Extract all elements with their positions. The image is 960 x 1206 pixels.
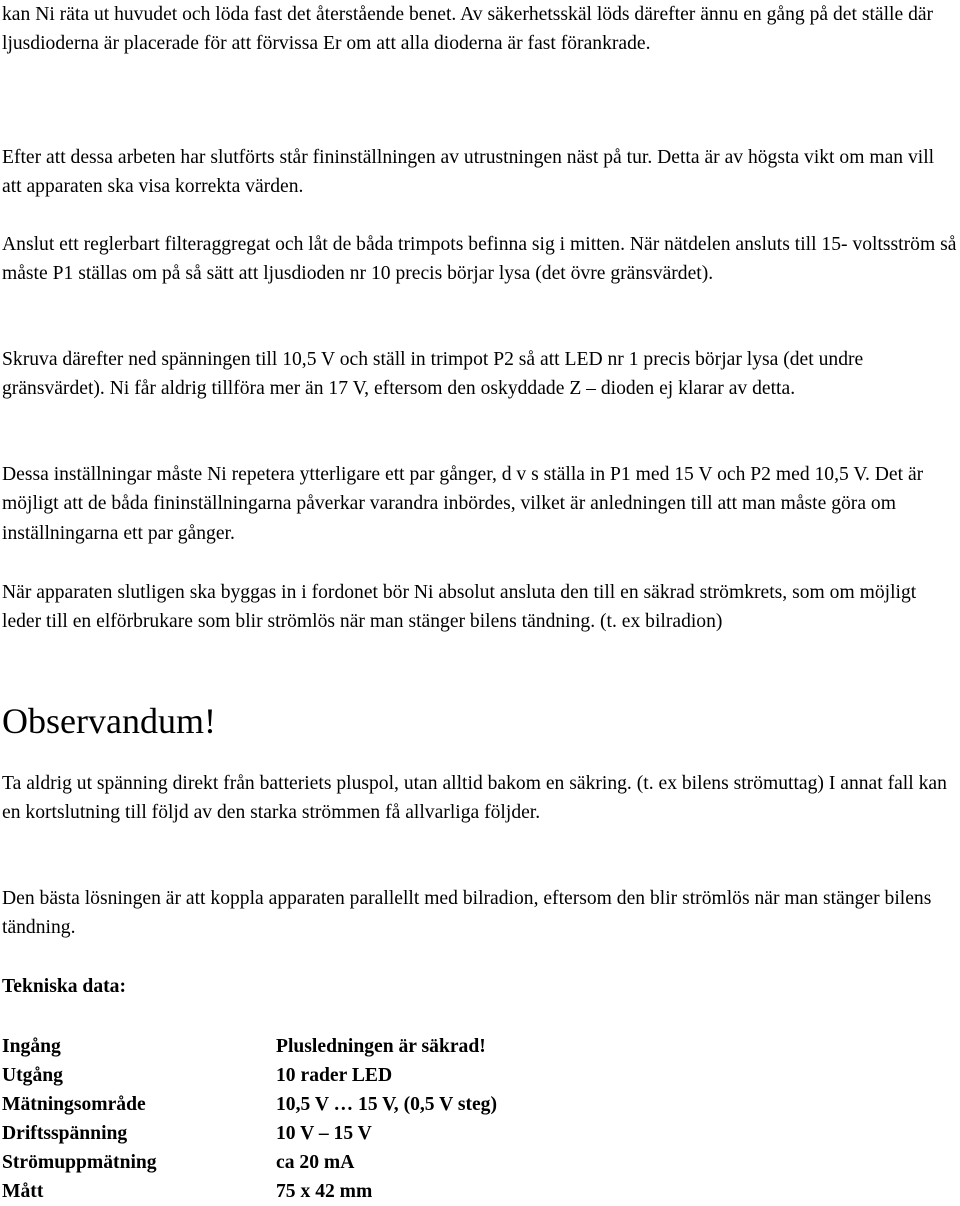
paragraph-installation: När apparaten slutligen ska byggas in i fordonet bör Ni absolut ansluta den till en säkrad strömkrets, som om möjligt leder till en elförbrukare som blir strömlös när man stänger bilens tändning. (t. ex bilradion) [2,582,917,633]
paragraph-upper-limit: Anslut ett reglerbart filteraggregat och låt de båda trimpots befinna sig i mitten. När nätdelen ansluts till 15- voltsström så måste P1 ställas om på så sätt att ljusdioden nr 10 precis börjar lysa (det övre gränsvärdet). [2,234,957,285]
spec-row-output [2,1061,958,1090]
spec-row-input [2,1032,958,1061]
paragraph-soldering: kan Ni räta ut huvudet och löda fast det återstående benet. Av säkerhetsskäl löds därefter ännu en gång på det ställe där ljusdioderna är placerade för att förvissa Er om att alla dioderna är fast förankrade. [2,4,934,55]
spec-value: 10 rader LED [276,1065,393,1086]
spec-row-current [2,1148,958,1177]
spec-label: Mått [2,1181,44,1202]
paragraph-calibration-intro: Efter att dessa arbeten har slutförts står fininställningen av utrustningen näst på tur. Detta är av högsta vikt om man vill att apparaten ska visa korrekta värden. [2,147,935,198]
spec-value: 10 V – 15 V [276,1123,372,1144]
paragraph-lower-limit: Skruva därefter ned spänningen till 10,5 V och ställ in trimpot P2 så att LED nr 1 precis börjar lysa (det undre gränsvärdet). Ni får aldrig tillföra mer än 17 V, eftersom den oskyddade Z – dioden ej klarar av detta. [2,349,864,400]
spec-value: Plusledningen är säkrad! [276,1036,486,1057]
spec-label: Strömuppmätning [2,1152,157,1173]
paragraph-repeat-settings: Dessa inställningar måste Ni repetera ytterligare ett par gånger, d v s ställa in P1 med 15 V och P2 med 10,5 V. Det är möjligt att de båda fininställningarna påverkar varandra inbördes, vilket är anledningen till att man måste göra om inställningarna ett par gånger. [2,464,924,544]
spec-row-measuring-range [2,1090,958,1119]
paragraph-best-solution: Den bästa lösningen är att koppla apparaten parallellt med bilradion, eftersom den blir strömlös när man stänger bilens tändning. [2,888,932,939]
spec-value: ca 20 mA [276,1152,355,1173]
spec-label: Driftsspänning [2,1123,128,1144]
technical-data-title: Tekniska data: [2,976,126,997]
spec-label: Ingång [2,1036,61,1057]
spec-row-dimensions [2,1177,958,1206]
paragraph-fuse-warning: Ta aldrig ut spänning direkt från batteriets pluspol, utan alltid bakom en säkring. (t. ex bilens strömuttag) I annat fall kan en kortslutning till följd av den starka strömmen få allvarliga följder. [2,773,947,824]
spec-label: Utgång [2,1065,63,1086]
spec-row-operating-voltage [2,1119,958,1148]
spec-label: Mätningsområde [2,1094,146,1115]
spec-value: 10,5 V … 15 V, (0,5 V steg) [276,1094,498,1115]
spec-value: 75 x 42 mm [276,1181,373,1202]
observandum-heading: Observandum! [2,701,216,741]
technical-data-table [2,1032,958,1206]
